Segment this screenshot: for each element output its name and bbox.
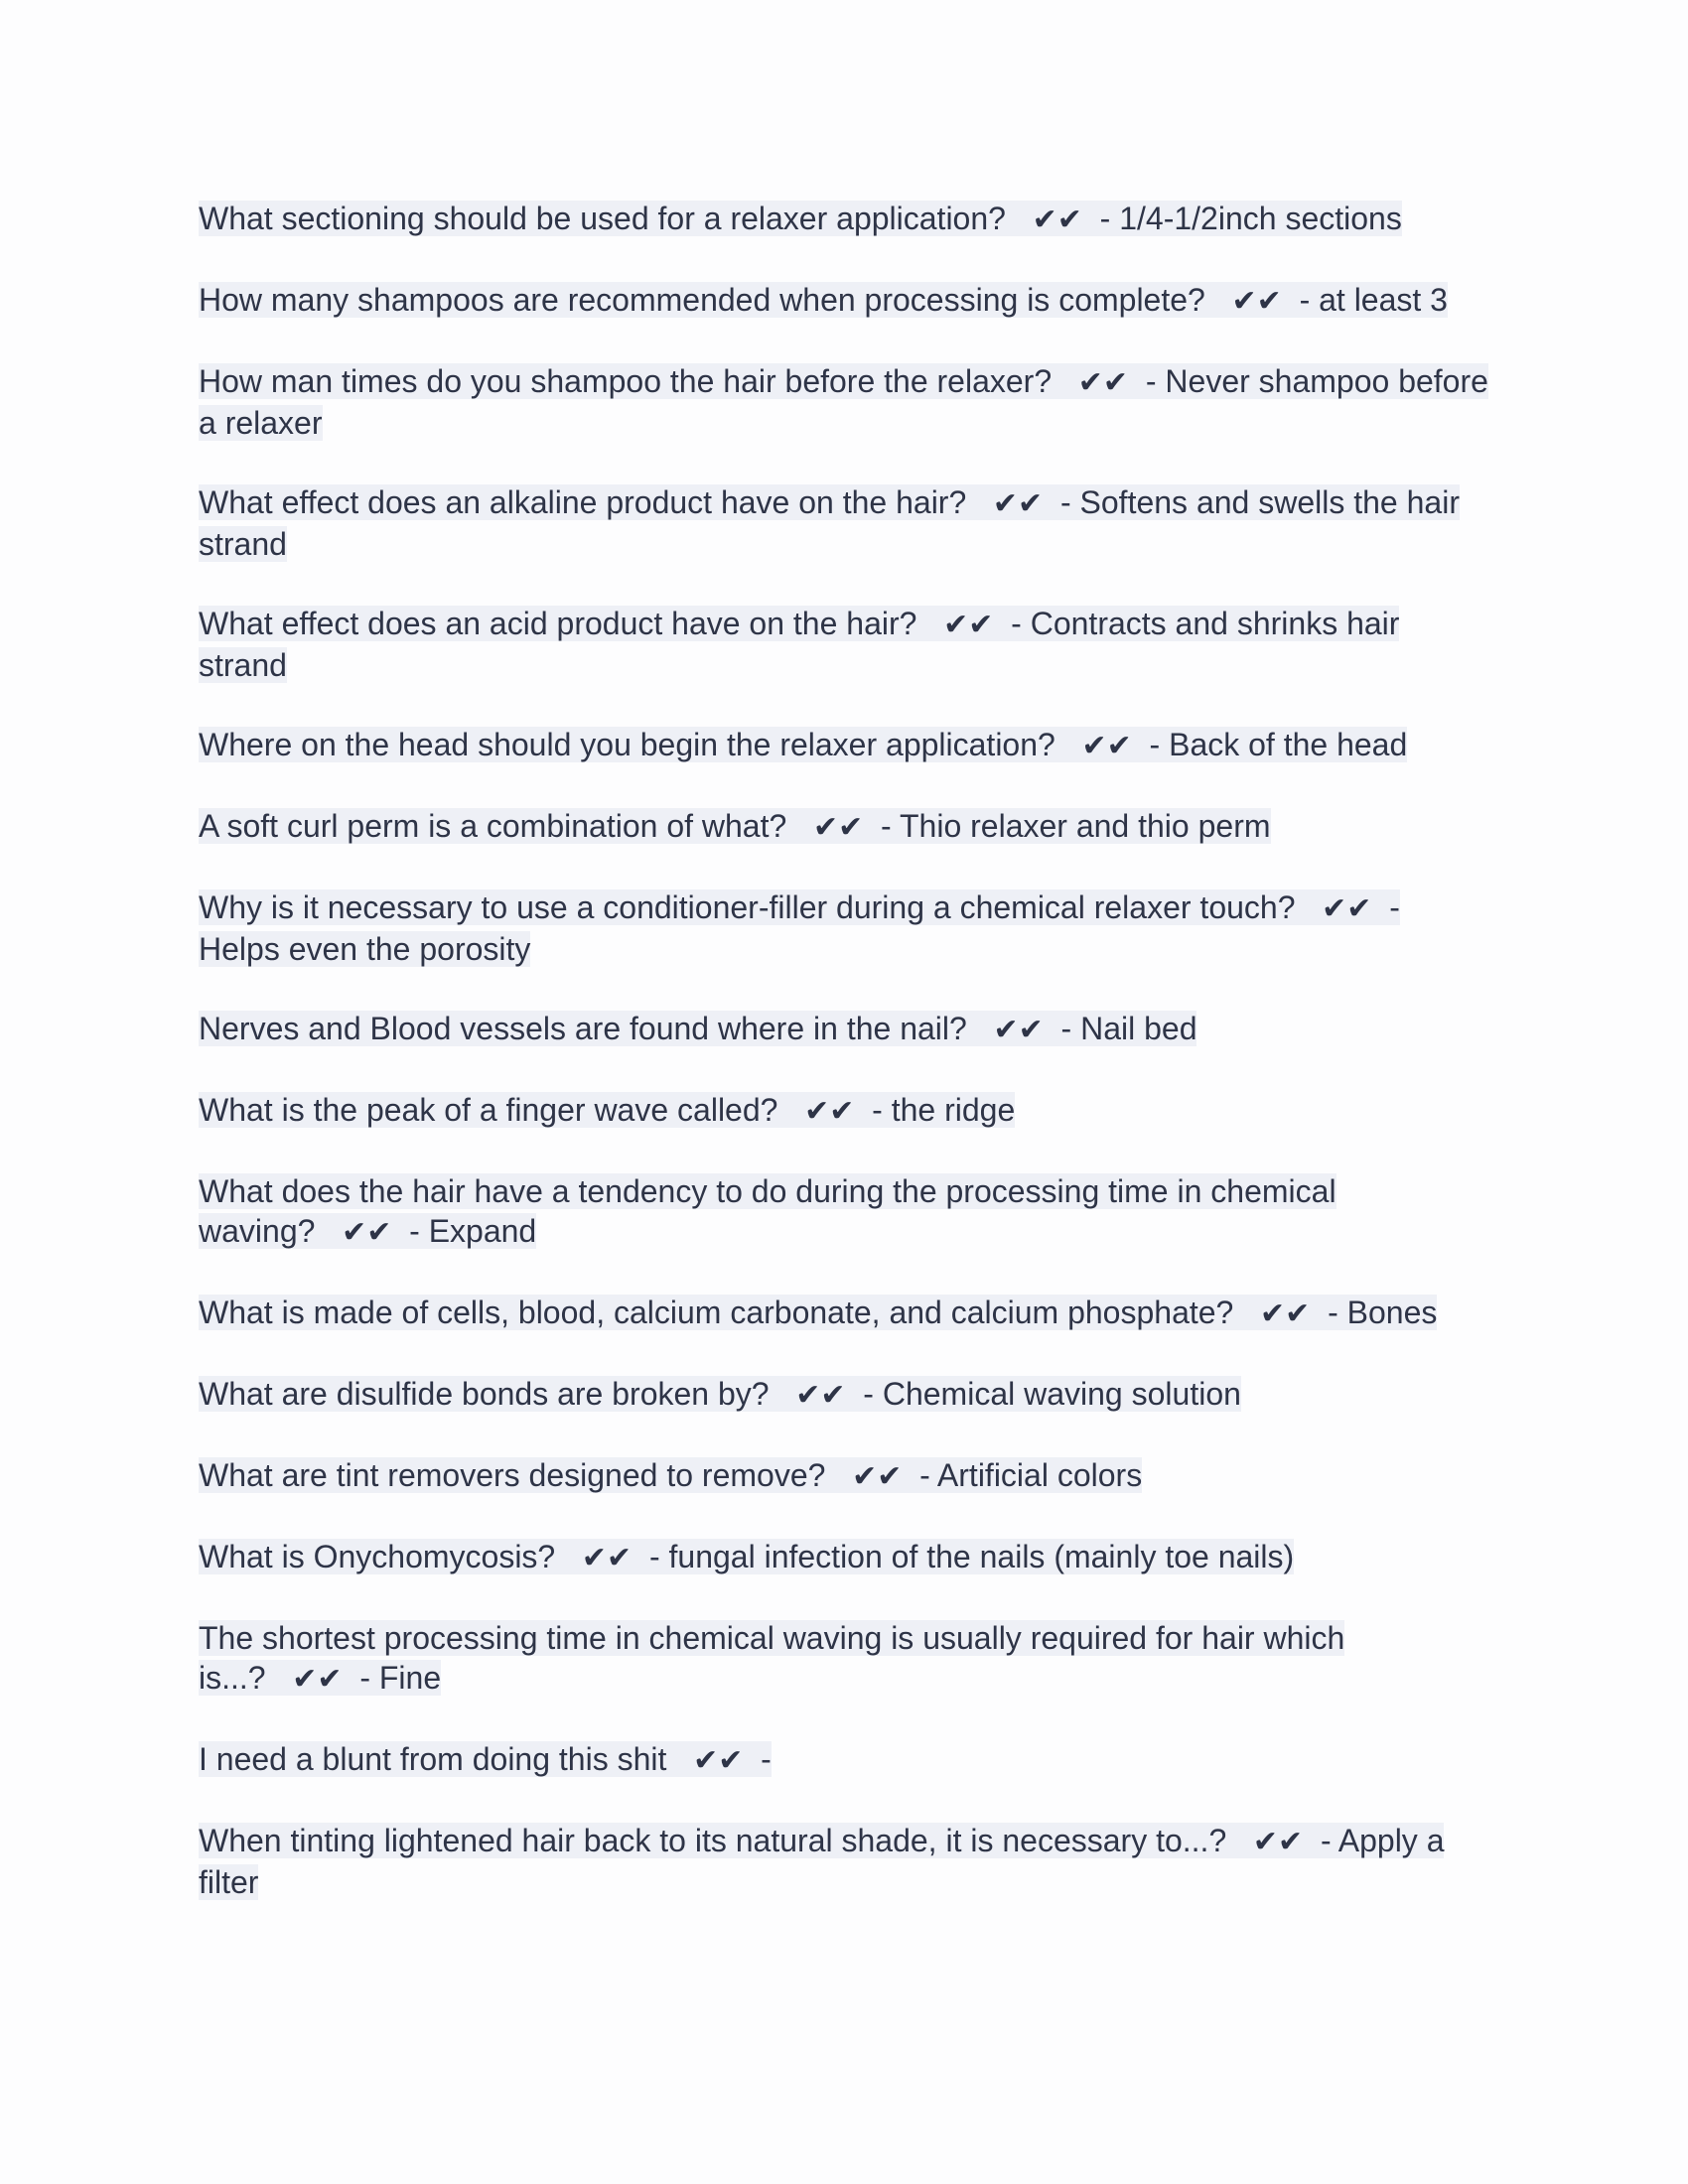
double-check-icon: ✔✔ — [993, 1013, 1044, 1047]
question-text: What effect does an acid product have on the hair? — [199, 606, 917, 641]
question-text: What is made of cells, blood, calcium carbonate, and calcium phosphate? — [199, 1295, 1234, 1330]
double-check-icon: ✔✔ — [1231, 284, 1282, 319]
answer-text: - Apply a filter — [199, 1823, 1445, 1900]
double-check-icon: ✔✔ — [1322, 891, 1372, 926]
answer-text: - Thio relaxer and thio perm — [881, 808, 1271, 844]
double-check-icon: ✔✔ — [1032, 203, 1082, 237]
double-check-icon: ✔✔ — [943, 608, 994, 642]
qa-highlight — [199, 1620, 1344, 1696]
qa-item — [199, 199, 1489, 240]
question-text: A soft curl perm is a combination of what? — [199, 808, 787, 844]
double-check-icon: ✔✔ — [1252, 1825, 1304, 1859]
answer-text: - Helps even the porosity — [199, 889, 1400, 967]
answer-text: - 1/4-1/2inch sections — [1099, 201, 1402, 236]
qa-highlight — [199, 282, 1448, 318]
qa-highlight — [199, 1011, 1196, 1046]
qa-highlight — [199, 1741, 772, 1777]
qa-highlight — [199, 1457, 1142, 1493]
qa-item — [199, 1455, 1489, 1497]
qa-item — [199, 725, 1489, 766]
double-check-icon: ✔✔ — [1081, 729, 1132, 763]
answer-text: - Fine — [359, 1660, 442, 1696]
qa-item — [199, 280, 1489, 322]
double-check-icon: ✔✔ — [804, 1094, 855, 1129]
qa-item — [199, 361, 1489, 443]
qa-item — [199, 482, 1489, 564]
qa-highlight — [199, 201, 1402, 236]
answer-text: - Contracts and shrinks hair strand — [199, 606, 1400, 683]
qa-highlight — [199, 1295, 1437, 1330]
qa-highlight — [199, 1092, 1015, 1128]
question-text: What is Onychomycosis? — [199, 1539, 556, 1574]
qa-item — [199, 1821, 1489, 1902]
double-check-icon: ✔✔ — [342, 1215, 392, 1250]
qa-highlight — [199, 484, 1460, 562]
qa-item — [199, 1739, 1489, 1781]
answer-text: - Bones — [1328, 1295, 1438, 1330]
qa-highlight — [199, 808, 1271, 844]
qa-highlight — [199, 1823, 1444, 1900]
question-text: What sectioning should be used for a relaxer application? — [199, 201, 1006, 236]
qa-highlight — [199, 606, 1399, 683]
double-check-icon: ✔✔ — [812, 810, 864, 845]
qa-highlight — [199, 1173, 1336, 1249]
double-check-icon: ✔✔ — [795, 1378, 846, 1413]
qa-item — [199, 806, 1489, 848]
answer-text: - the ridge — [872, 1092, 1016, 1128]
double-check-icon: ✔✔ — [581, 1541, 633, 1575]
answer-text: - Softens and swells the hair strand — [199, 484, 1460, 562]
qa-highlight — [199, 1539, 1294, 1574]
double-check-icon: ✔✔ — [1077, 365, 1129, 400]
question-text: When tinting lightened hair back to its natural shade, it is necessary to...? — [199, 1823, 1227, 1858]
question-text: The shortest processing time in chemical waving is usually required for hair which is...? — [199, 1620, 1345, 1696]
double-check-icon: ✔✔ — [292, 1662, 343, 1697]
double-check-icon: ✔✔ — [693, 1743, 744, 1778]
qa-item — [199, 604, 1489, 685]
answer-text: - fungal infection of the nails (mainly toe nails) — [648, 1539, 1295, 1574]
question-text: What are disulfide bonds are broken by? — [199, 1376, 770, 1412]
qa-highlight — [199, 363, 1488, 441]
qa-highlight — [199, 889, 1400, 967]
qa-highlight — [199, 1376, 1241, 1412]
qa-item — [199, 887, 1489, 969]
question-text: Where on the head should you begin the relaxer application? — [199, 727, 1055, 762]
answer-text: - Artificial colors — [919, 1457, 1143, 1493]
answer-text: - Chemical waving solution — [863, 1376, 1241, 1412]
answer-text: - Back of the head — [1149, 727, 1408, 762]
double-check-icon: ✔✔ — [992, 486, 1044, 521]
qa-highlight — [199, 727, 1407, 762]
qa-item — [199, 1009, 1489, 1050]
question-text: How many shampoos are recommended when processing is complete? — [199, 282, 1205, 318]
question-text: I need a blunt from doing this shit — [199, 1741, 667, 1777]
question-text: What are tint removers designed to remove? — [199, 1457, 826, 1493]
qa-item — [199, 1618, 1489, 1700]
answer-text: - Never shampoo before a relaxer — [199, 363, 1488, 441]
question-text: Why is it necessary to use a conditioner-filler during a chemical relaxer touch? — [199, 889, 1296, 925]
document-page — [199, 199, 1489, 1942]
question-text: What is the peak of a finger wave called? — [199, 1092, 778, 1128]
qa-item — [199, 1374, 1489, 1416]
question-text: What does the hair have a tendency to do during the processing time in chemical waving? — [199, 1173, 1336, 1249]
answer-text: - — [761, 1741, 772, 1777]
double-check-icon: ✔✔ — [852, 1459, 903, 1494]
question-text: How man times do you shampoo the hair before the relaxer? — [199, 363, 1053, 399]
double-check-icon: ✔✔ — [1260, 1297, 1311, 1331]
question-text: What effect does an alkaline product have on the hair? — [199, 484, 967, 520]
qa-item — [199, 1293, 1489, 1334]
answer-text: - Nail bed — [1060, 1011, 1197, 1046]
qa-item — [199, 1537, 1489, 1578]
qa-item — [199, 1090, 1489, 1132]
answer-text: - Expand — [409, 1213, 537, 1249]
qa-item — [199, 1171, 1489, 1253]
answer-text: - at least 3 — [1299, 282, 1448, 318]
question-text: Nerves and Blood vessels are found where in the nail? — [199, 1011, 967, 1046]
